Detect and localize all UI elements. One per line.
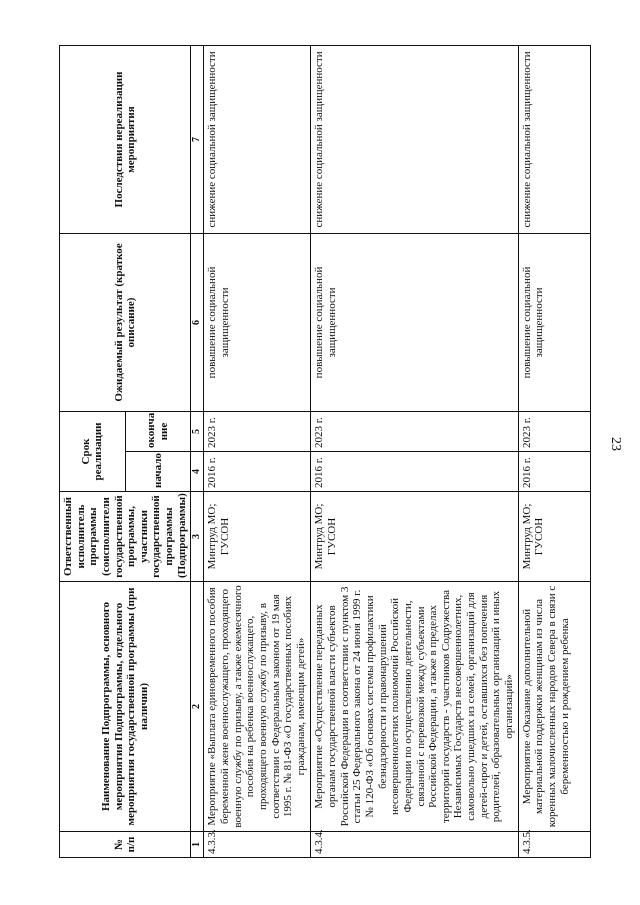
row-result: повышение социальной защищенности: [518, 233, 590, 411]
column-number: 3: [191, 492, 204, 582]
row-start: 2016 г.: [204, 452, 311, 492]
row-executor: Минтруд МО; ГУСОН: [311, 492, 518, 582]
table-sheet: [59, 46, 587, 858]
header-result: Ожидаемый результат (краткое описание): [60, 233, 191, 411]
rotated-table-frame: [59, 46, 587, 858]
header-term: Срок реализации: [60, 411, 126, 491]
measures-table: [59, 45, 591, 858]
page-number: 23: [608, 437, 623, 451]
table-row: [204, 45, 311, 857]
table-row: [311, 45, 518, 857]
header-consequence: Последствия нереализации мероприятия: [60, 45, 191, 233]
header-end: оконча ние: [125, 411, 191, 451]
row-end: 2023 г.: [204, 411, 311, 451]
column-number: 4: [191, 452, 204, 492]
column-number: 2: [191, 582, 204, 832]
column-number: 6: [191, 233, 204, 411]
row-start: 2016 г.: [518, 452, 590, 492]
row-num: 4.3.4.: [311, 832, 518, 858]
row-start: 2016 г.: [311, 452, 518, 492]
row-end: 2023 г.: [518, 411, 590, 451]
row-result: повышение социальной защищенности: [311, 233, 518, 411]
header-start: начало: [125, 452, 191, 492]
header-name: Наименование Подпрограммы, основного мероприятия Подпрограммы, отдельного мероприятия государственной программы (при наличии): [60, 582, 191, 832]
row-num: 4.3.3.: [204, 832, 311, 858]
header-executor: Ответственный исполнитель программы (соисполнители государственной программы, участники государственной программы (Подпрограммы): [60, 492, 191, 582]
column-numbers-row: [191, 45, 204, 857]
table-row: [518, 45, 590, 857]
row-num: 4.3.5.: [518, 832, 590, 858]
header-row: [60, 45, 126, 857]
row-end: 2023 г.: [311, 411, 518, 451]
column-number: 1: [191, 832, 204, 858]
row-consequence: снижение социальной защищенности: [204, 45, 311, 233]
column-number: 5: [191, 411, 204, 451]
row-executor: Минтруд МО; ГУСОН: [518, 492, 590, 582]
row-name: Мероприятие «Выплата единовременного пособия беременной жене военнослужащего, проходящего военную службу по призыву, а также ежемесячного пособия на ребенка военнослужащего, проходящего военную службу по призыву, в соответствии с Федеральным законом от 19 мая 1995 г. № 81-ФЗ «О государственных пособиях гражданам, имеющим детей»: [204, 582, 311, 832]
header-num: № п/п: [60, 832, 191, 858]
row-consequence: снижение социальной защищенности: [311, 45, 518, 233]
row-name: Мероприятие «Оказание дополнительной материальной поддержки женщинам из числа коренных малочисленных народов Севера в связи с беременностью и рождением ребенка: [518, 582, 590, 832]
column-number: 7: [191, 45, 204, 233]
row-executor: Минтруд МО; ГУСОН: [204, 492, 311, 582]
row-consequence: снижение социальной защищенности: [518, 45, 590, 233]
row-result: повышение социальной защищенности: [204, 233, 311, 411]
row-name: Мероприятие «Осуществление переданных органам государственной власти субъектов Российской Федерации в соответствии с пунктом 3 статьи 25 Федерального закона от 24 июня 1999 г. № 120-ФЗ «Об основах системы профилактики безнадзорности и правонарушений несовершеннолетних полномочий Российской Федерации по осуществлению деятельности, связанной с перевозкой между субъектами Российской Федерации, а также в пределах территорий государств - участников Содружества Независимых Государств несовершеннолетних, самовольно ушедших из семей, организаций для детей-сирот и детей, оставшихся без попечения родителей, образовательных организаций и иных организаций»: [311, 582, 518, 832]
